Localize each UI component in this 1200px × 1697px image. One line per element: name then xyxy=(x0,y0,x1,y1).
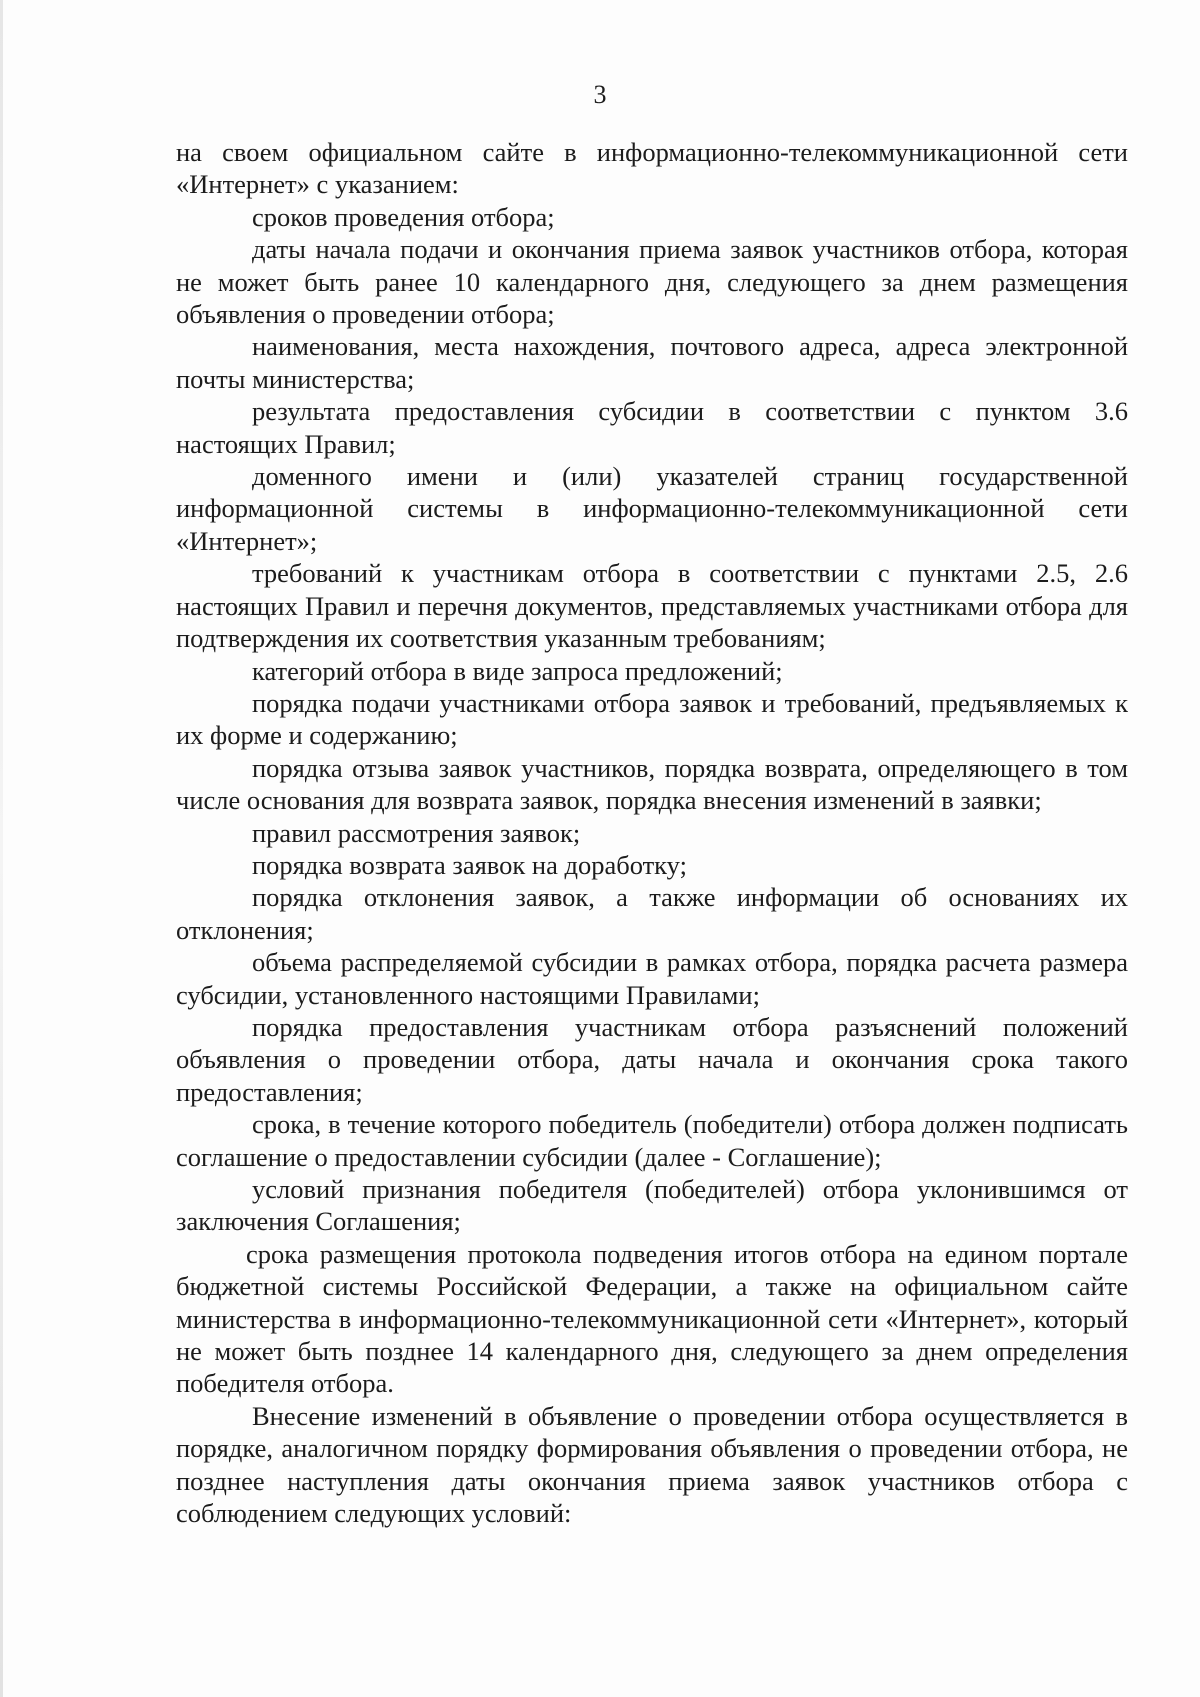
list-item-participant-requirements: требований к участникам отбора в соответствии с пунктами 2.5, 2.6 настоящих Правил и перечня документов, представляемых участниками отбора для подтверждения их соответствия указанным требованиям; xyxy=(176,558,1128,654)
scan-edge xyxy=(0,0,3,1697)
list-item-review-rules: правил рассмотрения заявок; xyxy=(252,817,581,848)
list-item-selection-terms: сроков проведения отбора; xyxy=(252,201,555,232)
paragraph-amendments: Внесение изменений в объявление о проведении отбора осуществляется в порядке, аналогичном порядку формирования объявления о проведении отбора, не позднее наступления даты окончания приема заявок участников отбора с соблюдением следующих условий: xyxy=(176,1400,1128,1529)
list-item-selection-categories: категорий отбора в виде запроса предложений; xyxy=(252,655,783,686)
paragraph-intro: на своем официальном сайте в информационно-телекоммуникационной сети «Интернет» с указанием: xyxy=(176,137,1128,200)
page-number: 3 xyxy=(593,80,607,109)
list-item-rework-procedure: порядка возврата заявок на доработку; xyxy=(252,849,687,880)
list-item-protocol-publication: срока размещения протокола подведения итогов отбора на едином портале бюджетной системы Российской Федерации, а также на официальном сайте министерства в информационно-телекоммуникационной сети «Интернет», который не может быть позднее 14 календарного дня, следующего за днем определения победителя отбора. xyxy=(176,1238,1128,1399)
list-item-rejection-procedure: порядка отклонения заявок, а также информации об основаниях их отклонения; xyxy=(176,882,1128,945)
body-text xyxy=(176,136,1128,1529)
list-item-clarifications: порядка предоставления участникам отбора разъяснений положений объявления о проведении отбора, даты начала и окончания срока такого предоставления; xyxy=(176,1011,1128,1107)
list-item-subsidy-result: результата предоставления субсидии в соответствии с пунктом 3.6 настоящих Правил; xyxy=(176,396,1128,459)
list-item-ministry-address: наименования, места нахождения, почтового адреса, адреса электронной почты министерства; xyxy=(176,331,1128,394)
list-item-domain-name: доменного имени и (или) указателей страниц государственной информационной системы в информационно-телекоммуникационной сети «Интернет»; xyxy=(176,461,1128,556)
list-item-evasion-conditions: условий признания победителя (победителей) отбора уклонившимся от заключения Соглашения; xyxy=(176,1174,1128,1237)
list-item-agreement-term: срока, в течение которого победитель (победители) отбора должен подписать соглашение о предоставлении субсидии (далее - Соглашение); xyxy=(176,1109,1128,1172)
list-item-submission-procedure: порядка подачи участниками отбора заявок и требований, предъявляемых к их форме и содержанию; xyxy=(176,687,1128,751)
list-item-subsidy-volume: объема распределяемой субсидии в рамках отбора, порядка расчета размера субсидии, установленного настоящими Правилами; xyxy=(176,947,1128,1010)
list-item-withdrawal-procedure: порядка отзыва заявок участников, порядка возврата, определяющего в том числе основания для возврата заявок, порядка внесения изменений в заявки; xyxy=(176,752,1128,816)
list-item-application-dates: даты начала подачи и окончания приема заявок участников отбора, которая не может быть ранее 10 календарного дня, следующего за днем размещения объявления о проведении отбора; xyxy=(176,234,1128,330)
